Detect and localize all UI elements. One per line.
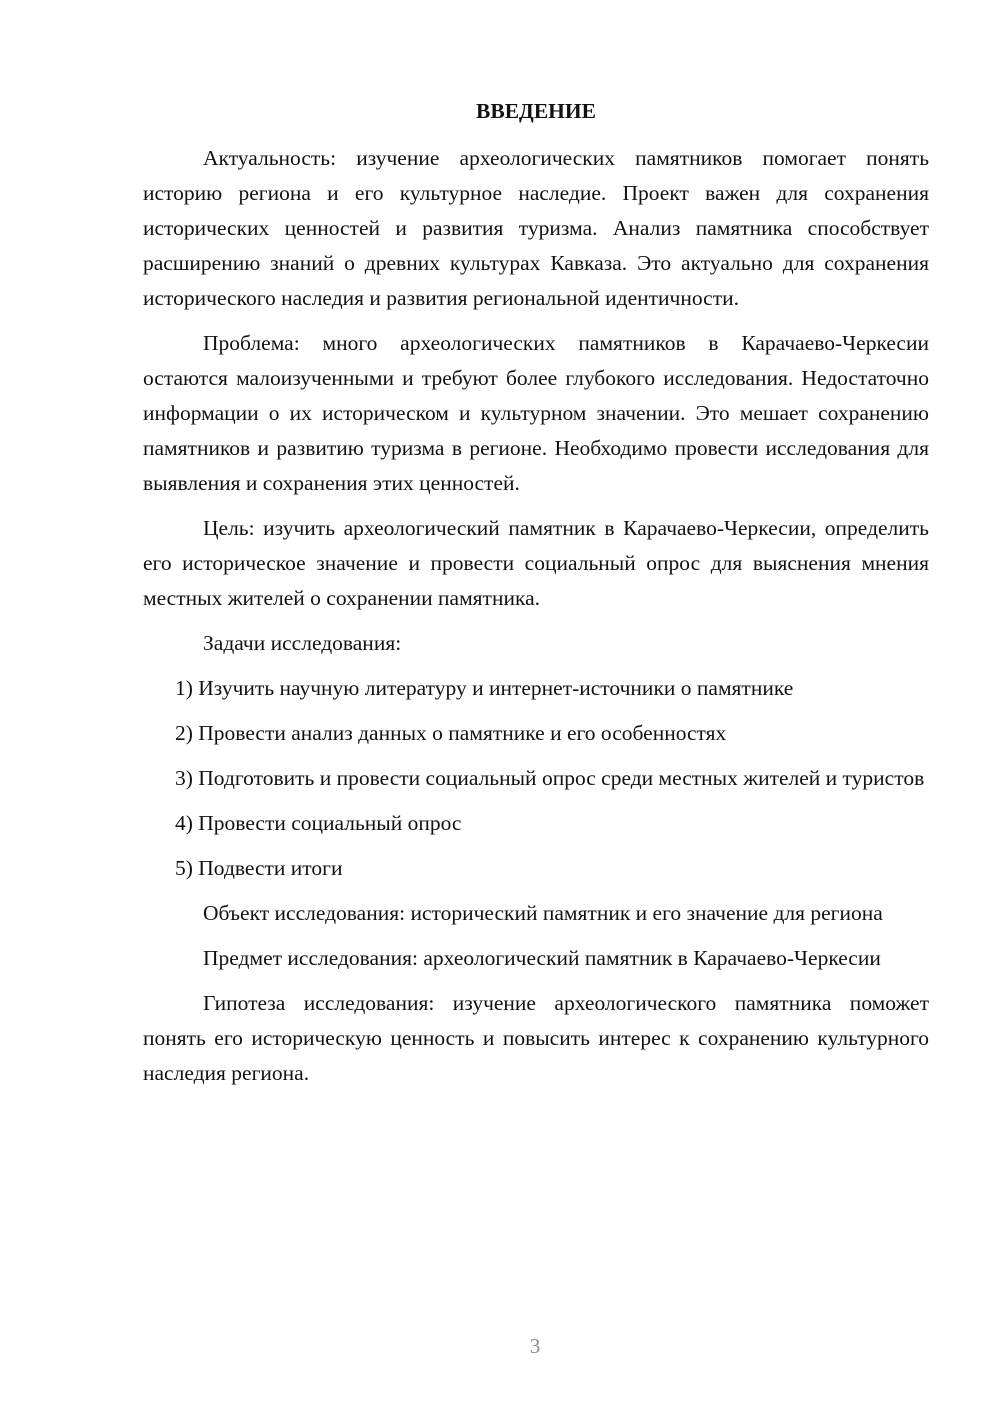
task-item-4: 4) Провести социальный опрос <box>175 811 462 835</box>
paragraph-relevance: Актуальность: изучение археологических памятников помогает понять историю региона и его культурное наследие. Проект важен для сохранения исторических ценностей и развития туризма. Анализ памятника способствует расширению знаний о древних культурах Кавказа. Это актуально для сохранения исторического наследия и развития региональной идентичности. <box>143 146 929 310</box>
task-item-3: 3) Подготовить и провести социальный опрос среди местных жителей и туристов <box>175 766 925 790</box>
paragraph-tasks-heading: Задачи исследования: <box>203 631 402 655</box>
task-item-2: 2) Провести анализ данных о памятнике и его особенностях <box>175 721 727 745</box>
document-page <box>143 94 929 1101</box>
paragraph-problem: Проблема: много археологических памятников в Карачаево-Черкесии остаются малоизученными и требуют более глубокого исследования. Недостаточно информации о их историческом и культурном значении. Это мешает сохранению памятников и развитию туризма в регионе. Необходимо провести исследования для выявления и сохранения этих ценностей. <box>143 331 929 495</box>
paragraph-goal: Цель: изучить археологический памятник в Карачаево-Черкесии, определить его историческое значение и провести социальный опрос для выяснения мнения местных жителей о сохранении памятника. <box>143 516 929 610</box>
paragraph-hypothesis: Гипотеза исследования: изучение археологического памятника поможет понять его историческую ценность и повысить интерес к сохранению культурного наследия региона. <box>143 991 929 1085</box>
paragraph-subject: Предмет исследования: археологический памятник в Карачаево-Черкесии <box>203 946 881 970</box>
page-number: 3 <box>529 1334 541 1358</box>
task-item-1: 1) Изучить научную литературу и интернет-источники о памятнике <box>175 676 794 700</box>
task-item-5: 5) Подвести итоги <box>175 856 343 880</box>
section-title: ВВЕДЕНИЕ <box>476 99 596 123</box>
paragraph-object: Объект исследования: исторический памятник и его значение для региона <box>203 901 883 925</box>
